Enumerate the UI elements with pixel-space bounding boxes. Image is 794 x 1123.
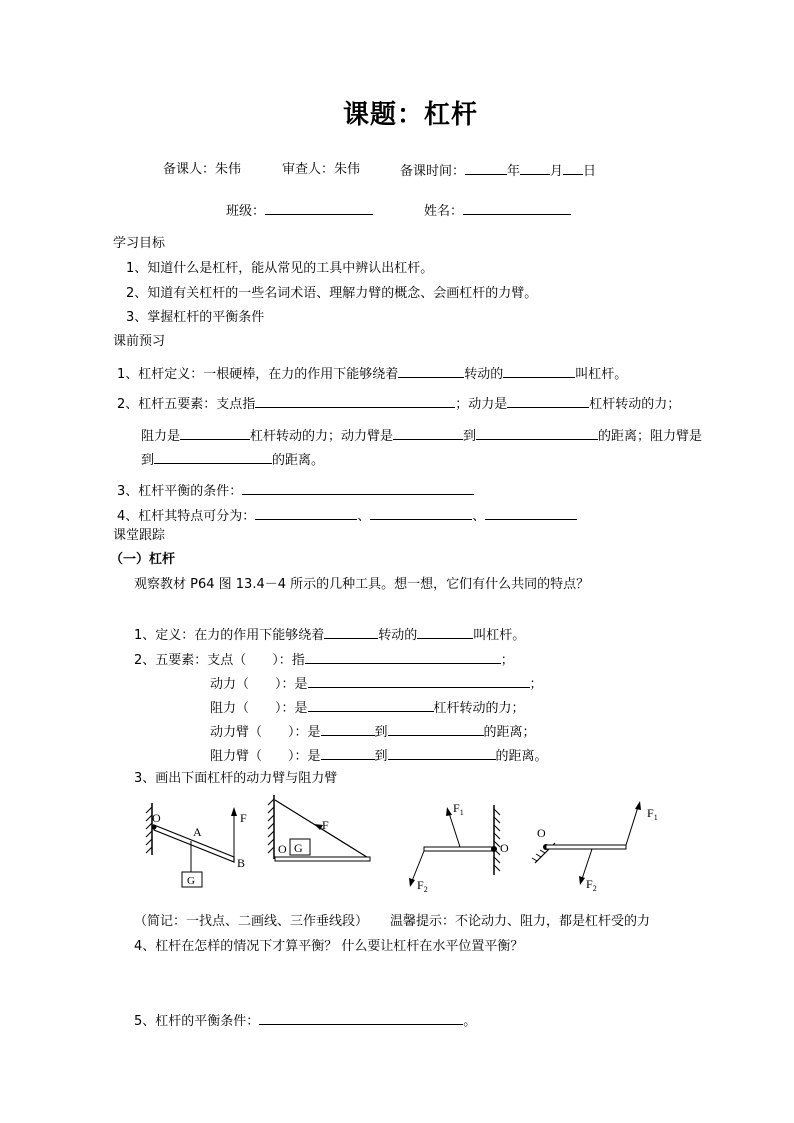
q3-text: 3、杠杆平衡的条件： bbox=[117, 484, 243, 499]
def-text: 叫杠杆。 bbox=[473, 628, 526, 643]
date-line bbox=[400, 162, 596, 180]
label-A: A bbox=[193, 825, 202, 839]
q2-text: 到 bbox=[463, 429, 477, 444]
preview-q1 bbox=[117, 365, 627, 383]
elements-text: 动力臂（ ）：是 bbox=[210, 725, 321, 740]
elements-line-resist-arm bbox=[210, 747, 548, 765]
lever-figure-4 bbox=[532, 801, 658, 893]
label-O: O bbox=[537, 826, 546, 840]
elements-line-resist bbox=[210, 699, 525, 717]
label-G: G bbox=[294, 841, 303, 855]
reviewer-label: 审查人： bbox=[282, 162, 335, 177]
q4-sep: 、 bbox=[472, 509, 486, 524]
label-F: F bbox=[322, 818, 329, 832]
class-blank[interactable] bbox=[265, 202, 373, 215]
reviewer-line bbox=[282, 162, 360, 178]
q2-text: 杠杆转动的力； bbox=[589, 397, 681, 412]
reviewer-name: 朱伟 bbox=[334, 162, 361, 177]
q1-text: 转动的 bbox=[464, 367, 504, 382]
q1-text: 叫杠杆。 bbox=[575, 367, 628, 382]
label-F2: $F_2$ bbox=[586, 877, 597, 893]
elements-text: 到 bbox=[374, 749, 388, 764]
q4-text: 4、杠杆其特点可分为： bbox=[117, 509, 256, 524]
lever-figure-2 bbox=[268, 795, 370, 861]
month-blank[interactable] bbox=[520, 162, 550, 175]
lever-figure-1 bbox=[146, 803, 247, 887]
preparer-name: 朱伟 bbox=[215, 162, 242, 177]
class-heading: 课堂跟踪 bbox=[113, 528, 166, 543]
note-text: （简记：一找点、二画线、三作垂线段） bbox=[134, 914, 369, 929]
page-title: 课题：杠杆 bbox=[343, 100, 479, 130]
elements-line-power bbox=[210, 675, 543, 693]
label-F: F bbox=[240, 811, 247, 825]
def-line bbox=[134, 626, 525, 644]
label-F2: $F_2$ bbox=[417, 878, 428, 894]
label-O: O bbox=[152, 811, 161, 825]
balance-text: 5、杠杆的平衡条件： bbox=[134, 1014, 260, 1029]
def-text: 1、定义：在力的作用下能够绕着 bbox=[134, 628, 325, 643]
balance-condition-line bbox=[134, 1012, 476, 1030]
q1-blank-1[interactable] bbox=[398, 365, 464, 378]
elements-text: 的距离。 bbox=[495, 749, 548, 764]
resist-blank[interactable] bbox=[308, 699, 434, 712]
elements-text: ； bbox=[500, 653, 514, 668]
elements-text: ； bbox=[529, 677, 543, 692]
q2-text: 的距离；阻力臂是 bbox=[598, 429, 703, 444]
q2-text: ；动力是 bbox=[455, 397, 508, 412]
def-blank-1[interactable] bbox=[324, 626, 378, 639]
def-blank-2[interactable] bbox=[417, 626, 473, 639]
elements-line-pivot bbox=[134, 651, 514, 669]
preview-q3 bbox=[117, 482, 474, 500]
elements-text: 动力（ ）：是 bbox=[210, 677, 308, 692]
year-label: 年 bbox=[507, 164, 521, 179]
q4-blank-3[interactable] bbox=[485, 507, 577, 520]
objective-item: 3、掌握杠杆的平衡条件 bbox=[126, 310, 265, 325]
pivot-blank[interactable] bbox=[305, 651, 501, 664]
q2-blank-rarm-to[interactable] bbox=[154, 451, 272, 464]
balance-question: 4、杠杆在怎样的情况下才算平衡？ 什么要让杠杆在水平位置平衡？ bbox=[134, 939, 524, 954]
year-blank[interactable] bbox=[465, 162, 507, 175]
parm-blank-1[interactable] bbox=[321, 723, 375, 736]
lever-figures bbox=[140, 795, 658, 895]
day-label: 日 bbox=[583, 164, 597, 179]
q2-text: 杠杆转动的力；动力臂是 bbox=[250, 429, 394, 444]
label-F1: $F_1$ bbox=[453, 801, 464, 817]
q4-blank-2[interactable] bbox=[370, 507, 472, 520]
label-B: B bbox=[237, 856, 246, 870]
class-label: 班级： bbox=[226, 204, 266, 219]
q4-blank-1[interactable] bbox=[255, 507, 357, 520]
objective-item: 2、知道有关杠杆的一些名词术语、理解力臂的概念、会画杠杆的力臂。 bbox=[126, 286, 538, 301]
name-line bbox=[424, 202, 571, 220]
q4-sep: 、 bbox=[357, 509, 371, 524]
q2-blank-resist[interactable] bbox=[180, 427, 250, 440]
preview-q2-cont2 bbox=[141, 451, 324, 469]
q2-text: 2、杠杆五要素：支点指 bbox=[117, 397, 256, 412]
objective-item: 1、知道什么是杠杆，能从常见的工具中辨认出杠杆。 bbox=[126, 261, 434, 276]
name-blank[interactable] bbox=[463, 202, 571, 215]
q2-blank-arm-from[interactable] bbox=[393, 427, 463, 440]
preview-q2 bbox=[117, 395, 680, 413]
q2-blank-pivot[interactable] bbox=[255, 395, 455, 408]
q2-text: 到 bbox=[141, 453, 155, 468]
name-label: 姓名： bbox=[424, 204, 464, 219]
q3-blank[interactable] bbox=[242, 482, 474, 495]
rarm-blank-1[interactable] bbox=[321, 747, 375, 760]
rarm-blank-2[interactable] bbox=[388, 747, 496, 760]
month-label: 月 bbox=[550, 164, 564, 179]
preview-q2-cont bbox=[141, 427, 702, 445]
draw-arms-instruction: 3、画出下面杠杆的动力臂与阻力臂 bbox=[134, 771, 338, 786]
preview-heading: 课前预习 bbox=[113, 334, 166, 349]
date-label: 备课时间： bbox=[400, 164, 466, 179]
def-text: 转动的 bbox=[378, 628, 418, 643]
balance-text: 。 bbox=[463, 1014, 477, 1029]
preparer-label: 备课人： bbox=[163, 162, 216, 177]
elements-text: 阻力臂（ ）：是 bbox=[210, 749, 321, 764]
q2-blank-arm-to[interactable] bbox=[476, 427, 598, 440]
elements-line-power-arm bbox=[210, 723, 536, 741]
preview-q4 bbox=[117, 507, 577, 525]
elements-text: 阻力（ ）：是 bbox=[210, 701, 308, 716]
q2-blank-power[interactable] bbox=[507, 395, 589, 408]
q2-text: 阻力是 bbox=[141, 429, 181, 444]
label-O: O bbox=[278, 842, 287, 856]
q1-text: 1、杠杆定义：一根硬棒，在力的作用下能够绕着 bbox=[117, 367, 399, 382]
elements-text: 2、五要素：支点（ ）：指 bbox=[134, 653, 305, 668]
tip-text: 温馨提示：不论动力、阻力，都是杠杆受的力 bbox=[390, 914, 651, 929]
observe-text: 观察教材 P64 图 13.4－4 所示的几种工具。想一想，它们有什么共同的特点？ bbox=[134, 577, 590, 592]
q2-text: 的距离。 bbox=[272, 453, 325, 468]
objectives-heading: 学习目标 bbox=[113, 236, 166, 251]
note-line bbox=[134, 914, 650, 930]
balance-blank[interactable] bbox=[259, 1012, 463, 1025]
lever-figure-3 bbox=[409, 801, 509, 894]
parm-blank-2[interactable] bbox=[388, 723, 484, 736]
day-blank[interactable] bbox=[563, 162, 583, 175]
power-blank[interactable] bbox=[308, 675, 530, 688]
elements-text: 到 bbox=[374, 725, 388, 740]
label-F1: $F_1$ bbox=[647, 806, 658, 822]
label-O: O bbox=[500, 841, 509, 855]
class-line bbox=[226, 202, 373, 220]
elements-text: 杠杆转动的力； bbox=[433, 701, 525, 716]
label-G: G bbox=[187, 875, 195, 887]
q1-blank-2[interactable] bbox=[503, 365, 575, 378]
section-lever-heading: （一）杠杆 bbox=[110, 552, 176, 567]
elements-text: 的距离； bbox=[483, 725, 536, 740]
preparer-line bbox=[163, 162, 241, 178]
